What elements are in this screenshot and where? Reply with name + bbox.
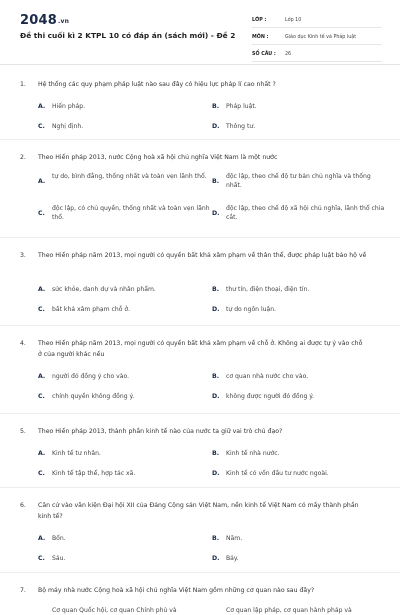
meta-count-label: SỐ CÂU : — [252, 52, 276, 57]
option-b[interactable] — [212, 372, 386, 381]
option-c[interactable] — [38, 554, 212, 563]
option-text: chính quyền không đồng ý. — [52, 393, 135, 400]
site-logo[interactable] — [20, 13, 69, 28]
question-text: Theo Hiến pháp 2013, nước Cộng hoà xã hội chủ nghĩa Việt Nam là một nước — [38, 154, 278, 161]
option-letter: C. — [38, 470, 45, 477]
option-c[interactable] — [38, 469, 212, 478]
option-text: Nghị định. — [52, 123, 84, 130]
option-b[interactable] — [212, 102, 386, 111]
option-text: Hiến pháp. — [52, 103, 86, 110]
option-c[interactable] — [38, 122, 212, 131]
option-text: thư tín, điện thoại, điện tín. — [226, 286, 310, 293]
option-letter: D. — [212, 210, 220, 217]
meta-subject — [252, 31, 382, 45]
question-2 — [0, 139, 400, 238]
question-text: Theo Hiến pháp năm 2013, mọi người có quyền bất khả xâm phạm về chỗ ở. Không ai được tự ý vào chỗ ở của người khác nếu — [38, 340, 363, 358]
exam-meta — [252, 14, 382, 65]
option-letter: B. — [212, 178, 220, 185]
meta-class — [252, 14, 382, 28]
option-text: độc lập, theo chế độ xã hội chủ nghĩa, lãnh thổ chia cắt. — [226, 205, 385, 221]
option-text: Bảy. — [226, 555, 239, 562]
option-letter: C. — [38, 393, 45, 400]
question-number: 7. — [20, 587, 26, 594]
question-7 — [0, 572, 400, 614]
option-a[interactable] — [38, 102, 212, 111]
question-number: 6. — [20, 502, 26, 509]
option-text: độc lập, theo chế độ tư bản chủ nghĩa và thống nhất. — [226, 173, 371, 189]
option-a[interactable] — [38, 285, 212, 294]
option-text: Pháp luật. — [226, 103, 257, 110]
option-letter: A. — [38, 286, 46, 293]
option-letter: D. — [212, 470, 220, 477]
option-letter: B. — [212, 450, 220, 457]
logo-suffix: .vn — [57, 18, 70, 25]
meta-count — [252, 48, 382, 62]
meta-subject-value: Giáo dục Kinh tế và Pháp luật — [285, 35, 357, 40]
option-text: sức khỏe, danh dự và nhân phẩm. — [52, 286, 156, 293]
question-text: Theo Hiến pháp năm 2013, mọi người có quyền bất khả xâm phạm về thân thể, được pháp luật bảo hộ về — [38, 252, 367, 259]
option-b[interactable] — [226, 606, 386, 615]
option-letter: D. — [212, 393, 220, 400]
option-letter: D. — [212, 123, 220, 130]
option-letter: B. — [212, 286, 220, 293]
option-letter: B. — [212, 373, 220, 380]
option-text: cơ quan nhà nước cho vào. — [226, 373, 309, 380]
option-c[interactable] — [38, 305, 212, 314]
question-number: 2. — [20, 154, 26, 161]
option-text: Kinh tế nhà nước. — [226, 450, 280, 457]
question-text: Bộ máy nhà nước Cộng hoà xã hội chủ nghĩa Việt Nam gồm những cơ quan nào sau đây? — [38, 587, 315, 594]
option-letter: A. — [38, 373, 46, 380]
option-letter: A. — [38, 178, 46, 185]
logo-main: 2048 — [20, 13, 57, 28]
option-b[interactable] — [212, 449, 386, 458]
option-letter: C. — [38, 210, 45, 217]
meta-class-label: LỚP : — [252, 18, 267, 23]
option-text: Năm. — [226, 535, 243, 542]
option-letter: C. — [38, 555, 45, 562]
question-number: 1. — [20, 81, 26, 88]
option-d[interactable] — [212, 554, 386, 563]
option-letter: A. — [38, 535, 46, 542]
meta-subject-label: MÔN : — [252, 35, 269, 40]
option-letter: C. — [38, 306, 45, 313]
question-text: Căn cứ vào văn kiện Đại hội XII của Đảng Cộng sản Việt Nam, nền kinh tế Việt Nam có mấy thành phần kinh tế? — [38, 502, 359, 520]
option-letter: D. — [212, 306, 220, 313]
question-6 — [0, 487, 400, 573]
option-c[interactable] — [38, 392, 212, 401]
option-text: Sáu. — [52, 555, 66, 562]
option-d[interactable] — [212, 392, 386, 401]
option-text: Kinh tế có vốn đầu tư nước ngoài. — [226, 470, 329, 477]
option-text: tự do ngôn luận. — [226, 306, 277, 313]
option-letter: A. — [38, 103, 46, 110]
exam-title: Đề thi cuối kì 2 KTPL 10 có đáp án (sách mới) - Đề 2 — [20, 31, 236, 40]
option-text: Thông tư. — [226, 123, 256, 130]
question-1 — [0, 64, 400, 140]
option-d[interactable] — [212, 469, 386, 478]
option-d[interactable] — [212, 204, 386, 222]
question-number: 3. — [20, 252, 26, 259]
option-text: Kinh tế tư nhân. — [52, 450, 101, 457]
option-text: độc lập, có chủ quyền, thống nhất và toàn vẹn lãnh thổ. — [52, 205, 210, 221]
option-d[interactable] — [212, 305, 386, 314]
option-text: Kinh tế tập thể, hợp tác xã. — [52, 470, 136, 477]
option-b[interactable] — [212, 285, 386, 294]
option-letter: C. — [38, 123, 45, 130]
option-c[interactable] — [38, 204, 212, 222]
option-text: tự do, bình đẳng, thống nhất và toàn vẹn lãnh thổ. — [52, 173, 207, 180]
option-a[interactable] — [38, 172, 212, 186]
question-4 — [0, 325, 400, 414]
option-d[interactable] — [212, 122, 386, 131]
question-5 — [0, 413, 400, 488]
question-number: 5. — [20, 428, 26, 435]
option-text: Cơ quan lập pháp, cơ quan hành pháp và — [226, 607, 352, 614]
meta-class-value: Lớp 10 — [285, 18, 302, 23]
meta-count-value: 26 — [285, 52, 292, 57]
option-text: Cơ quan Quốc hội, cơ quan Chính phủ và — [52, 607, 177, 614]
option-letter: D. — [212, 555, 220, 562]
question-3 — [0, 237, 400, 326]
option-b[interactable] — [212, 534, 386, 543]
exam-header — [0, 0, 400, 65]
option-letter: B. — [212, 103, 220, 110]
option-text: bất khả xâm phạm chỗ ở. — [52, 306, 131, 313]
option-letter: A. — [38, 450, 46, 457]
option-a[interactable] — [38, 534, 212, 543]
question-text: Hệ thống các quy phạm pháp luật nào sau đây có hiệu lực pháp lí cao nhất ? — [38, 81, 276, 88]
option-text: không được người đó đồng ý. — [226, 393, 314, 400]
question-number: 4. — [20, 340, 26, 347]
option-a[interactable] — [38, 449, 212, 458]
option-a[interactable] — [52, 606, 212, 615]
question-text: Theo Hiến pháp 2013, thành phần kinh tế nào của nước ta giữ vai trò chủ đạo? — [38, 428, 283, 435]
option-b[interactable] — [212, 172, 386, 190]
option-a[interactable] — [38, 372, 212, 381]
option-text: Bốn. — [52, 535, 66, 542]
option-letter: B. — [212, 535, 220, 542]
option-text: người đó đồng ý cho vào. — [52, 373, 130, 380]
